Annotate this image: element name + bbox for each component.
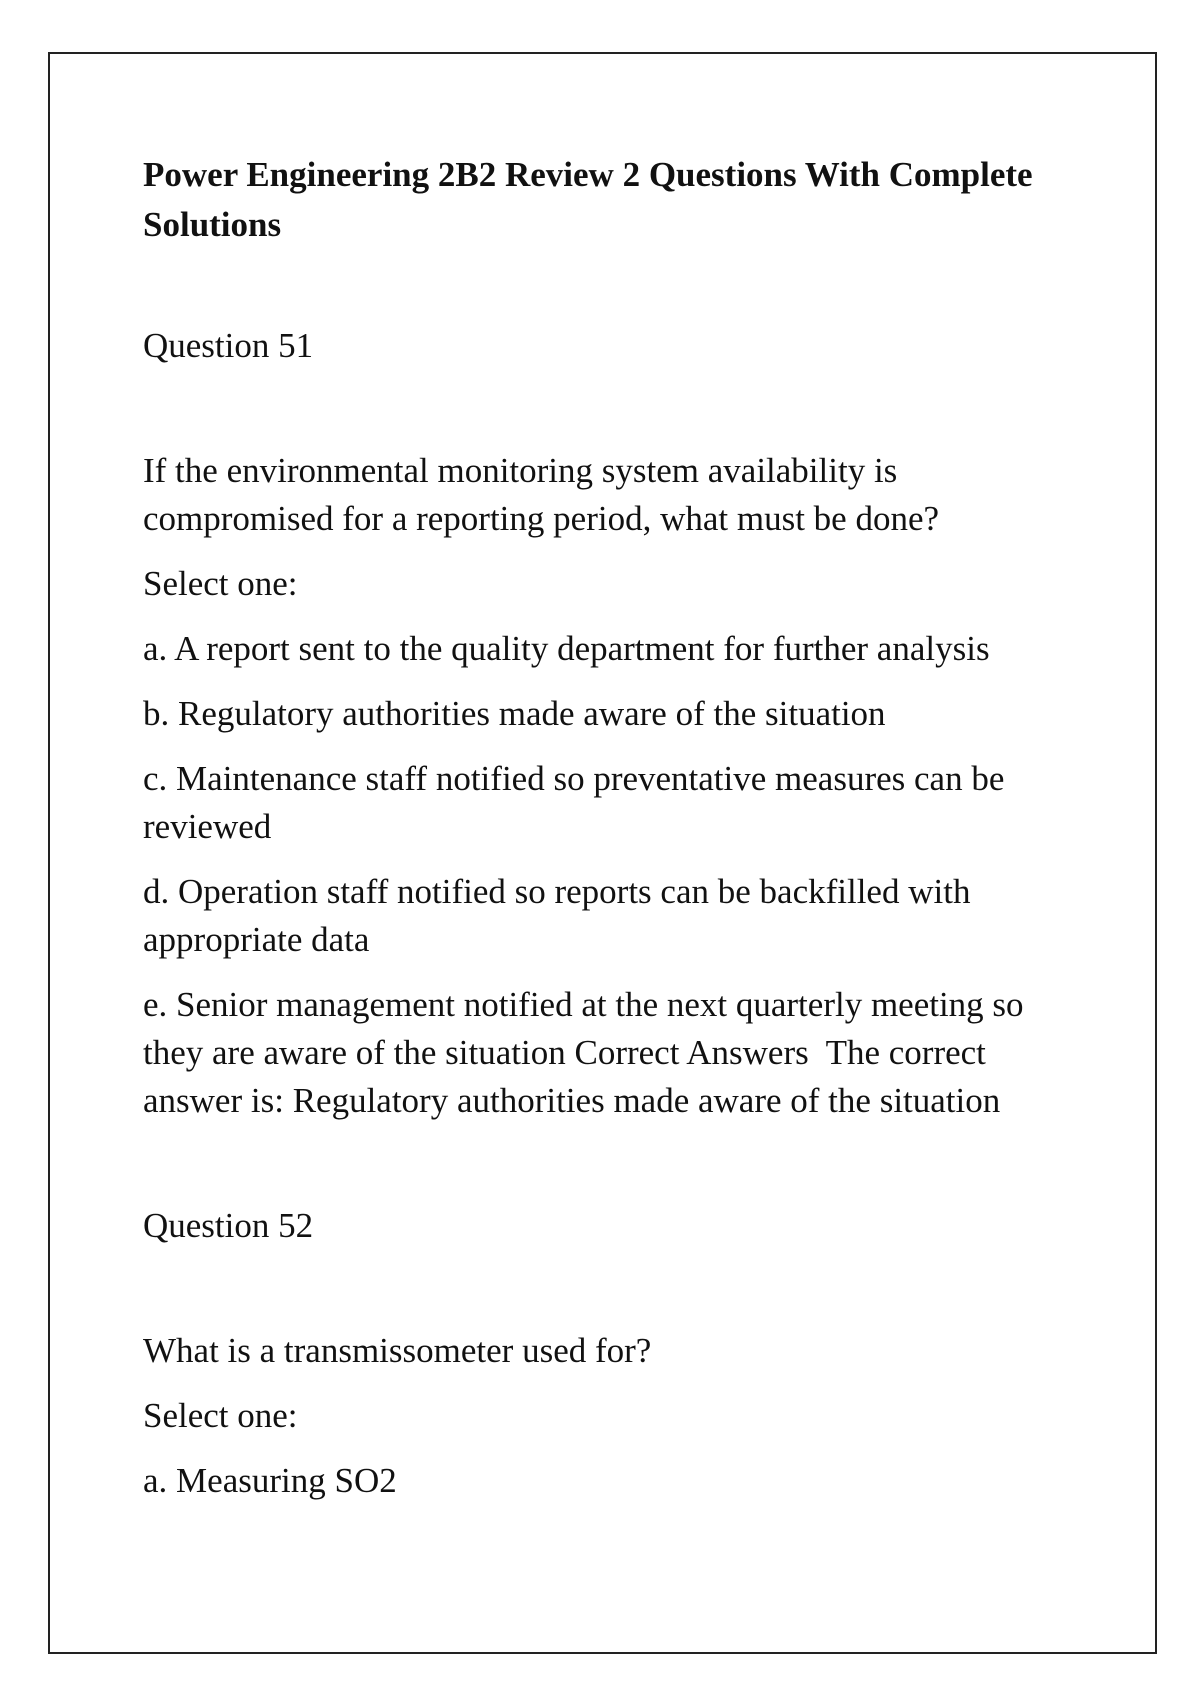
question-text: If the environmental monitoring system availability is compromised for a reporting period, what must be done? (143, 451, 940, 538)
option-a: a. A report sent to the quality department for further analysis (143, 629, 990, 668)
question-block-52 (143, 1202, 1063, 1505)
option-e (143, 981, 1063, 1125)
option-c: c. Maintenance staff notified so preventative measures can be reviewed (143, 759, 1005, 846)
option-a: a. Measuring SO2 (143, 1461, 397, 1500)
option-b: b. Regulatory authorities made aware of the situation (143, 694, 886, 733)
option-e-text: e. Senior management notified at the next quarterly meeting so they are aware of the situation (143, 985, 1024, 1072)
option-d: d. Operation staff notified so reports can be backfilled with appropriate data (143, 872, 971, 959)
correct-answer-text: Correct Answers The correct answer is: Regulatory authorities made aware of the situation (143, 1033, 1001, 1120)
select-one-label: Select one: (143, 1396, 298, 1435)
question-heading: Question 51 (143, 326, 314, 365)
select-one-label: Select one: (143, 564, 298, 603)
question-text: What is a transmissometer used for? (143, 1331, 652, 1370)
document-content (143, 150, 1063, 1522)
document-title: Power Engineering 2B2 Review 2 Questions With Complete Solutions (143, 155, 1033, 244)
question-heading: Question 52 (143, 1206, 314, 1245)
question-block-51 (143, 322, 1063, 1125)
